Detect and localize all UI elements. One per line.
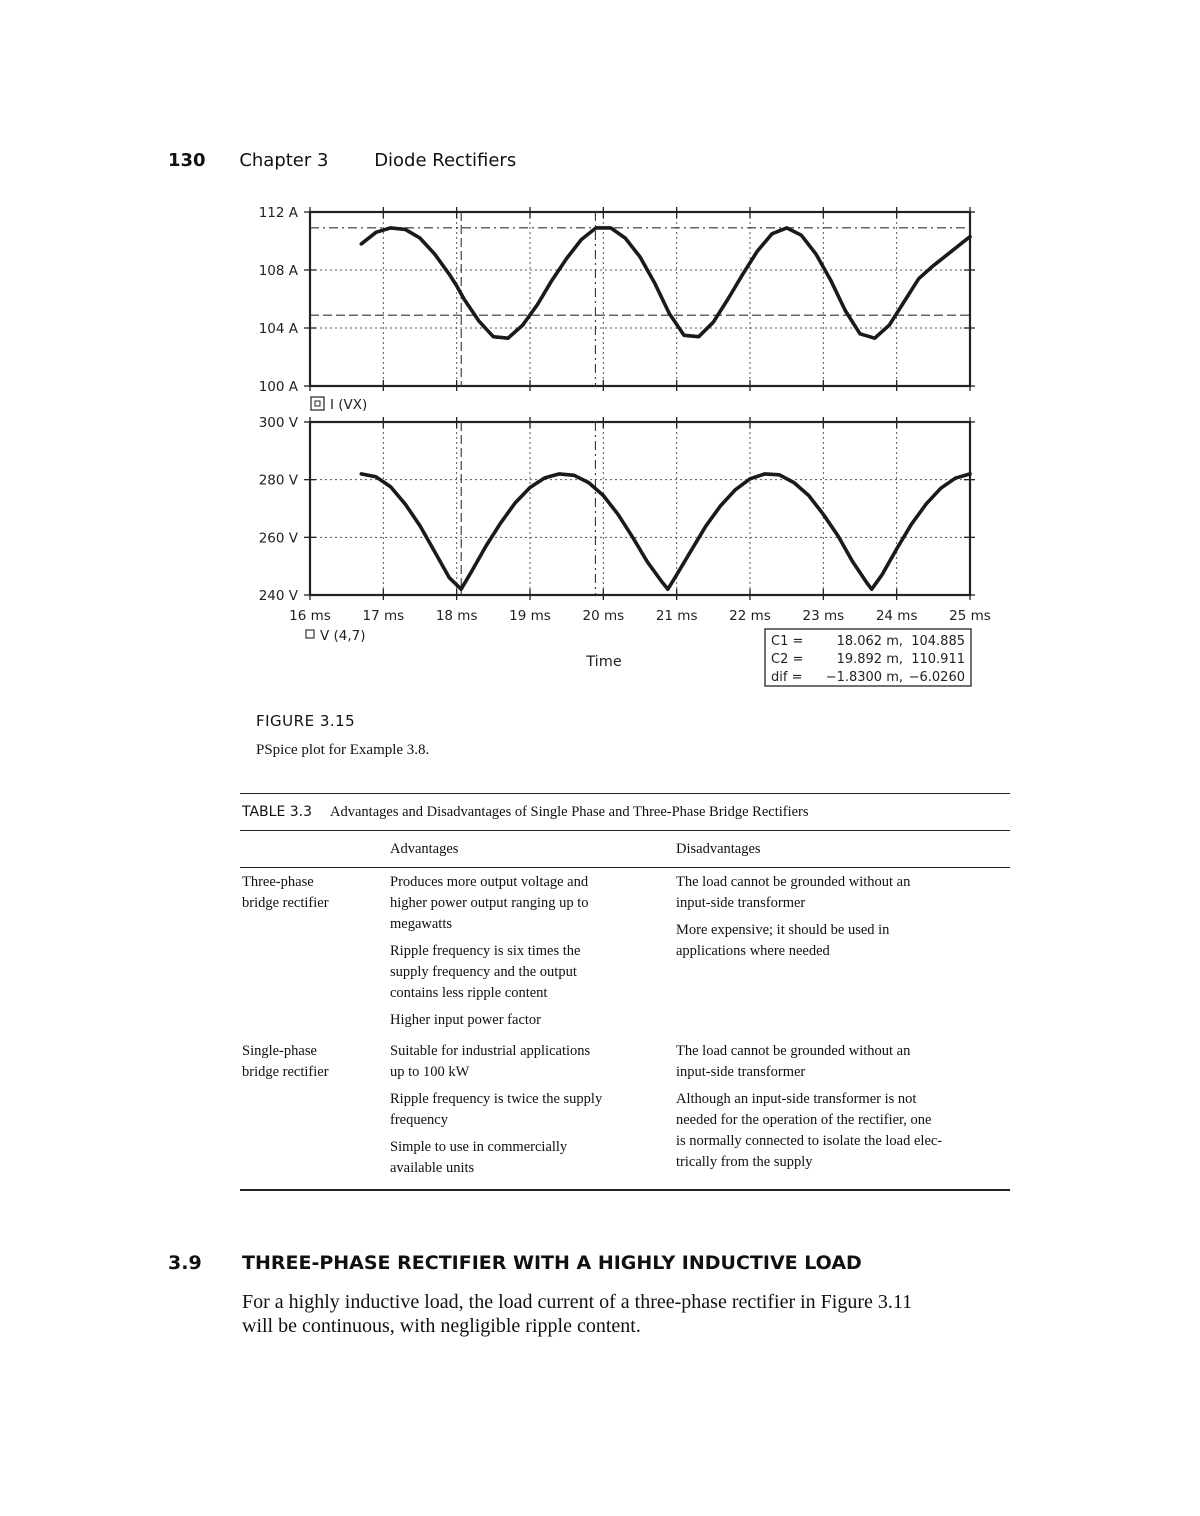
pspice-plot [0,0,1200,700]
advantage-line: available units [390,1160,475,1176]
advantage-item [390,1137,676,1179]
current-legend-marker-inner [315,401,320,406]
disadvantage-line: needed for the operation of the rectifier, one [676,1112,932,1128]
x-tick-label: 20 ms [582,608,625,624]
row-label-line: Single-phase [242,1043,317,1059]
disadvantage-line: The load cannot be grounded without an [676,874,911,890]
current-y-tick-label: 104 A [258,321,298,337]
cursor-readout-time: −1.8300 m, [825,670,903,685]
voltage-legend-marker-icon [306,630,314,638]
disadvantage-line: Although an input-side transformer is not [676,1091,917,1107]
advantage-line: up to 100 kW [390,1064,470,1080]
cursor-readout-label: C2 = [771,652,804,667]
disadvantage-item [676,1089,1010,1173]
table-title [240,793,1010,831]
voltage-y-tick-label: 260 V [258,530,298,547]
disadvantage-line: is normally connected to isolate the load elec- [676,1133,943,1149]
cursor-readout-time: 18.062 m, [836,634,903,649]
row-label-line: bridge rectifier [242,1064,329,1080]
advantage-item [390,1010,676,1031]
advantage-item [390,941,676,1004]
section-body [242,1290,1012,1338]
disadvantage-line: trically from the supply [676,1154,813,1170]
disadvantage-item [676,872,1010,914]
x-tick-label: 16 ms [289,608,331,624]
advantage-line: megawatts [390,916,453,932]
cursor-readout-value: 110.911 [911,652,965,667]
disadvantage-line: input-side transformer [676,1064,806,1080]
x-tick-label: 18 ms [435,608,478,624]
table-row [240,868,1010,1037]
row-label [240,872,390,1037]
disadvantage-line: applications where needed [676,943,830,959]
advantage-line: Ripple frequency is six times the [390,943,581,959]
advantage-line: Ripple frequency is twice the supply [390,1091,603,1107]
advantage-line: supply frequency and the output [390,964,577,980]
table-title-text: Advantages and Disadvantages of Single Phase and Three-Phase Bridge Rectifiers [330,804,809,820]
disadvantages-cell [676,872,1010,1037]
body-line: will be continuous, with negligible ripple content. [242,1315,641,1337]
x-tick-label: 25 ms [949,608,991,624]
current-y-tick-label: 100 A [258,379,298,395]
cursor-readout-value: −6.0260 [908,670,965,685]
advantage-line: Simple to use in commercially [390,1139,568,1155]
table-body [240,868,1010,1185]
body-line: For a highly inductive load, the load current of a three-phase rectifier in Figure 3.11 [242,1291,913,1313]
figure-number: FIGURE 3.15 [256,712,356,730]
section-number: 3.9 [168,1252,202,1274]
current-legend-label: I (VX) [330,397,368,413]
current-y-tick-label: 108 A [258,263,298,279]
x-tick-label: 19 ms [509,608,551,624]
table-header-row [240,831,1010,868]
current-series-line [361,228,970,338]
advantages-cell [390,872,676,1037]
figure-caption-text: PSpice plot for Example 3.8. [256,742,430,758]
page-number: 130 [168,150,206,171]
comparison-table [240,793,1010,1191]
figure-caption [256,712,429,759]
row-label-line: bridge rectifier [242,895,329,911]
advantage-line: Suitable for industrial applications [390,1043,591,1059]
table-row [240,1037,1010,1185]
advantage-line: frequency [390,1112,448,1128]
voltage-y-tick-label: 240 V [258,588,298,604]
x-axis-label: Time [586,654,622,670]
advantage-line: higher power output ranging up to [390,895,589,911]
section-heading [168,1252,862,1274]
table-bottom-rule [240,1189,1010,1191]
row-label-line: Three-phase [242,874,314,890]
disadvantage-item [676,1041,1010,1083]
disadvantage-line: The load cannot be grounded without an [676,1043,911,1059]
disadvantages-cell [676,1041,1010,1185]
section-title: THREE-PHASE RECTIFIER WITH A HIGHLY INDUCTIVE LOAD [242,1252,862,1274]
chapter-label: Chapter 3 [239,150,329,171]
table-header-empty [240,839,390,860]
table-header-advantages: Advantages [390,841,459,857]
voltage-series-line [361,474,970,589]
table-header-disadvantages: Disadvantages [676,841,761,857]
advantage-line: Higher input power factor [390,1012,541,1028]
chapter-title: Diode Rectifiers [374,150,517,171]
voltage-y-tick-label: 280 V [258,472,298,489]
x-tick-label: 21 ms [655,608,698,624]
current-y-tick-label: 112 A [258,205,298,221]
voltage-y-tick-label: 300 V [258,415,298,431]
current-legend-marker-icon [311,397,324,410]
advantage-item [390,1041,676,1083]
disadvantage-line: More expensive; it should be used in [676,922,890,938]
disadvantage-item [676,920,1010,962]
advantage-item [390,872,676,935]
row-label [240,1041,390,1185]
cursor-readout-label: dif = [771,670,803,685]
cursor-readout-time: 19.892 m, [836,652,903,667]
advantage-line: Produces more output voltage and [390,874,589,890]
table-number: TABLE 3.3 [242,804,313,820]
cursor-readout-value: 104.885 [911,634,965,649]
x-tick-label: 23 ms [802,608,845,624]
x-tick-label: 22 ms [729,608,771,624]
advantage-line: contains less ripple content [390,985,548,1001]
voltage-legend-label: V (4,7) [320,628,366,644]
advantage-item [390,1089,676,1131]
x-tick-label: 24 ms [875,608,918,624]
cursor-readout-label: C1 = [771,634,804,649]
current-plot-frame [310,212,970,386]
advantages-cell [390,1041,676,1185]
x-tick-label: 17 ms [362,608,405,624]
disadvantage-line: input-side transformer [676,895,806,911]
